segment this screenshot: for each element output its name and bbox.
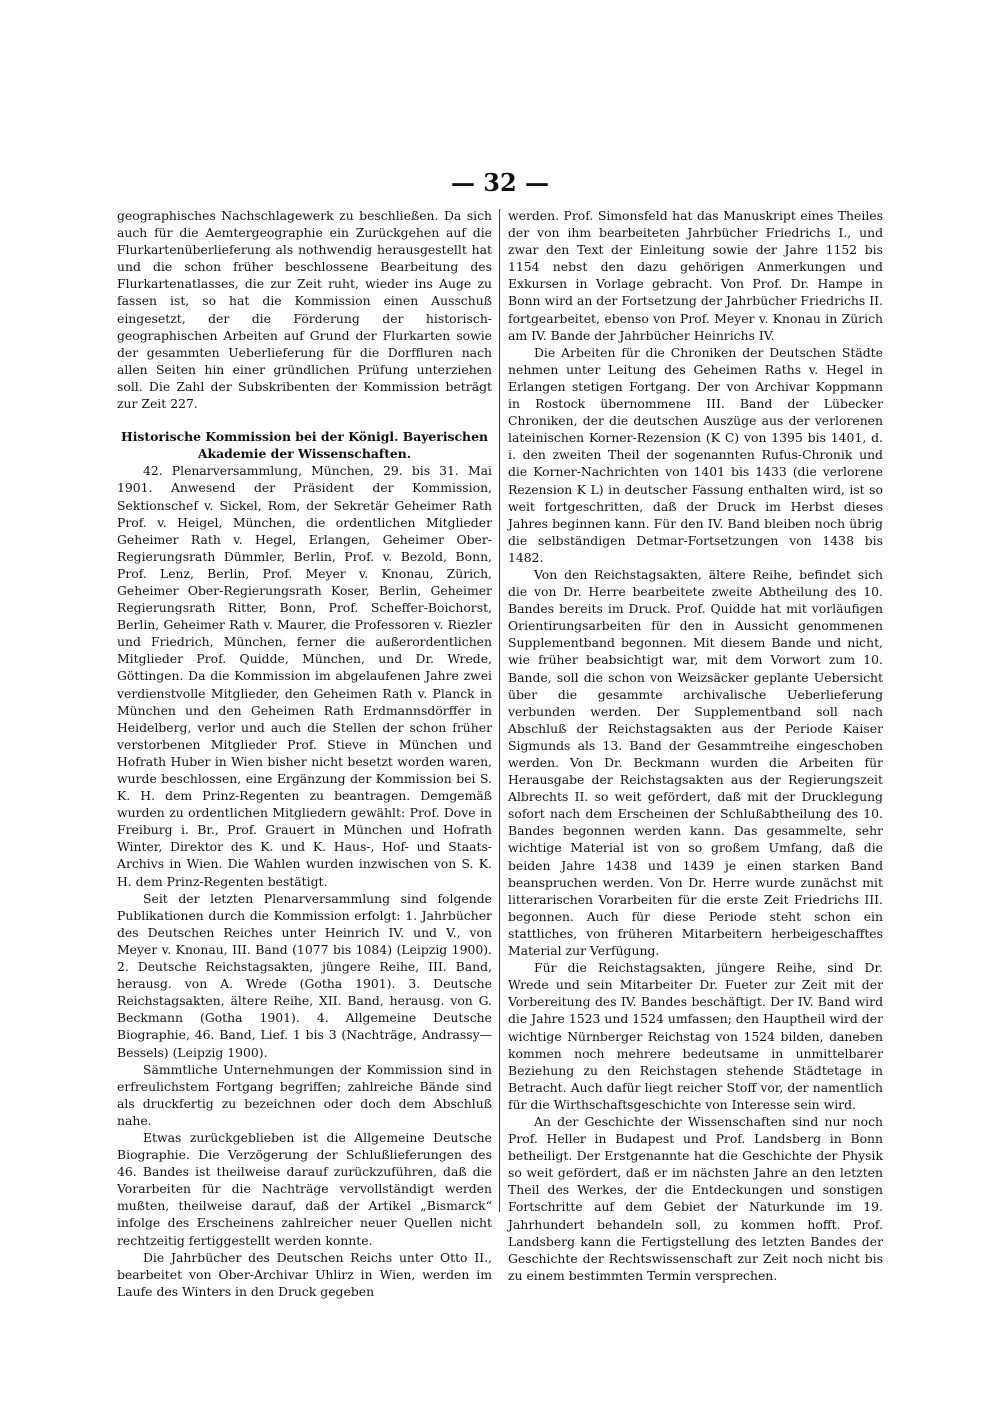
paragraph-reichstagsakten-aeltere: Von den Reichstagsakten, ältere Reihe, befindet sich die von Dr. Herre bearbeitete zweite Abtheilung des 10. Bandes bereits im Druck. Prof. Quidde hat mit vorläufigen Orientirungsarbeiten für den in Aussicht genommenen Supplementband begonnen. Mit diesem Bande und nicht, wie früher beabsichtigt war, mit dem Vorwort zum 10. Bande, soll die schon von Weizsäcker geplante Uebersicht über die gesammte archivalische Ueberlieferung verbunden werden. Der Supplementband soll nach Abschluß der Reichstagsakten aus der Periode Kaiser Sigmunds als 13. Band der Gesammtreihe eingeschoben werden. Von Dr. Beckmann wurden die Arbeiten für Herausgabe der Reichstagsakten aus der Regierungszeit Albrechts II. so weit gefördert, daß mit der Drucklegung sofort nach dem Erscheinen der Schlußabtheilung des 10. Bandes begonnen werden kann. Das gesammelte, sehr wichtige Material ist von so großem Umfang, daß die beiden Jahre 1438 und 1439 je einen starken Band beanspruchen werden. Von Dr. Herre wurde zunächst mit litterarischen Vorarbeiten für die erste Zeit Friedrichs III. begonnen. Auch für diese Periode steht schon ein stattliches, von früheren Mitarbeitern herbeigeschafftes Material zur Verfügung. xyxy=(508,566,883,959)
column-divider xyxy=(499,209,500,1212)
paragraph-wissenschaften: An der Geschichte der Wissenschaften sind nur noch Prof. Heller in Budapest und Prof. Landsberg in Bonn betheiligt. Der Erstgenannte hat die Geschichte der Physik so weit gefördert, daß er im nächsten Jahre an den letzten Theil des Werkes, der die Entdeckungen und sonstigen Fortschritte auf dem Gebiet der Naturkunde im 19. Jahrhundert behandeln soll, zu kommen hofft. Prof. Landsberg kann die Fertigstellung des letzten Bandes der Geschichte der Rechtswissenschaft zur Zeit noch nicht bis zu einem bestimmten Termin versprechen. xyxy=(508,1113,883,1283)
right-column xyxy=(508,207,883,1283)
paragraph-jahrbuecher: Die Jahrbücher des Deutschen Reichs unter Otto II., bearbeitet von Ober-Archivar Uhlirz in Wien, werden im Laufe des Winters in den Druck gegeben xyxy=(117,1249,492,1299)
paragraph-reichstagsakten-juengere: Für die Reichstagsakten, jüngere Reihe, sind Dr. Wrede und sein Mitarbeiter Dr. Fueter zur Zeit mit der Vorbereitung des IV. Bandes beschäftigt. Der IV. Band wird die Jahre 1523 und 1524 umfassen; den Hauptheil wird der wichtige Nürnberger Reichstag von 1524 bilden, daneben kommen noch mehrere bedeutsame in unmittelbarer Beziehung zu den Reichstagen stehende Städtetage in Betracht. Auch dafür liegt reicher Stoff vor, der namentlich für die Wirthschaftsgeschichte von Interesse sein wird. xyxy=(508,960,883,1112)
continued-paragraph: werden. Prof. Simonsfeld hat das Manuskript eines Theiles der von ihm bearbeiteten Jahrbücher Friedrichs I., und zwar den Text der Einleitung sowie der Jahre 1152 bis 1154 nebst den dazu gehörigen Anmerkungen und Exkursen in Vorlage gebracht. Von Prof. Dr. Hampe in Bonn wird an der Fortsetzung der Jahrbücher Friedrichs II. fortgearbeitet, ebenso von Prof. Meyer v. Knonau in Zürich am IV. Bande der Jahrbücher Heinrichs IV. xyxy=(508,208,883,343)
paragraph-publications: Seit der letzten Plenarversammlung sind folgende Publikationen durch die Kommission erfolgt: 1. Jahrbücher des Deutschen Reiches unter Heinrich IV. und V., von Meyer v. Knonau, III. Band (1077 bis 1084) (Leipzig 1900). 2. Deutsche Reichstagsakten, jüngere Reihe, III. Band, herausg. von A. Wrede (Gotha 1901). 3. Deutsche Reichstagsakten, ältere Reihe, XII. Band, herausg. von G. Beckmann (Gotha 1901). 4. Allgemeine Deutsche Biographie, 46. Band, Lief. 1 bis 3 (Nachträge, Andrassy—Bessels) (Leipzig 1900). xyxy=(117,890,492,1060)
paragraph-plenary-meeting: 42. Plenarversammlung, München, 29. bis 31. Mai 1901. Anwesend der Präsident der Kommission, Sektionschef v. Sickel, Rom, der Sekretär Geheimer Rath Prof. v. Heigel, München, die ordentlichen Mitglieder Geheimer Rath v. Hegel, Erlangen, Geheimer Ober-Regierungsrath Dümmler, Berlin, Prof. v. Bezold, Bonn, Prof. Lenz, Berlin, Prof. Meyer v. Knonau, Zürich, Geheimer Ober-Regierungsrath Koser, Berlin, Geheimer Regierungsrath Ritter, Bonn, Prof. Scheffer-Boichorst, Berlin, Geheimer Rath v. Maurer, die Professoren v. Riezler und Friedrich, München, ferner die außerordentlichen Mitglieder Prof. Quidde, München, und Dr. Wrede, Göttingen. Da die Kommission im abgelaufenen Jahre zwei verdienstvolle Mitglieder, den Geheimen Rath v. Planck in München und den Geheimen Rath Erdmannsdörffer in Heidelberg, verlor und auch die Stellen der schon früher verstorbenen Mitglieder Prof. Stieve in München und Hofrath Huber in Wien bisher nicht besetzt worden waren, wurde beschlossen, eine Ergänzung der Kommission bei S. K. H. dem Prinz-Regenten zu beantragen. Demgemäß wurden zu ordentlichen Mitgliedern gewählt: Prof. Dove in Freiburg i. Br., Prof. Grauert in München und Hofrath Winter, Direktor des K. und K. Haus-, Hof- und Staats-Archivs in Wien. Die Wahlen wurden inzwischen von S. K. H. dem Prinz-Regenten bestätigt. xyxy=(117,463,492,889)
paragraph-biography: Etwas zurückgeblieben ist die Allgemeine Deutsche Biographie. Die Verzögerung der Schlußlieferungen des 46. Bandes ist theilweise darauf zurückzuführen, daß die Vorarbeiten für die Nachträge vervollständigt werden mußten, theilweise darauf, daß der Artikel „Bismarck“ infolge des Erscheinens zahlreicher neuer Quellen nicht rechtzeitig fertiggestellt werden konnte. xyxy=(117,1129,492,1248)
page-number: — 32 — xyxy=(450,168,550,197)
paragraph-chroniken: Die Arbeiten für die Chroniken der Deutschen Städte nehmen unter Leitung des Geheimen Raths v. Hegel in Erlangen stetigen Fortgang. Der von Archivar Koppmann in Rostock übernommene III. Band der Lübecker Chroniken, der die deutschen Auszüge aus der verlorenen lateinischen Korner-Rezension (K C) von 1395 bis 1401, d. i. den zweiten Theil der sogenannten Rufus-Chronik und die Korner-Nachrichten von 1401 bis 1433 (die verlorene Rezension K L) in deutscher Fassung enthalten wird, ist so weit fortgeschritten, daß der Druck im Herbst dieses Jahres beginnen kann. Für den IV. Band bleiben noch übrig die selbständigen Detmar-Fortsetzungen von 1438 bis 1482. xyxy=(508,344,883,565)
section-heading-line-2: Akademie der Wissenschaften. xyxy=(197,446,412,462)
section-heading-line-1: Historische Kommission bei der Königl. Bayerischen xyxy=(121,429,488,445)
left-column xyxy=(117,207,492,1299)
paragraph-progress: Sämmtliche Unternehmungen der Kommission sind in erfreulichstem Fortgang begriffen; zahlreiche Bände sind als druckfertig zu bezeichnen oder doch dem Abschluß nahe. xyxy=(117,1061,492,1128)
section-heading xyxy=(117,428,492,462)
intro-paragraph: geographisches Nachschlagewerk zu beschließen. Da sich auch für die Aemtergeographie ein Zurückgehen auf die Flurkartenüberlieferung als nothwendig herausgestellt hat und die schon früher beschlossene Bearbeitung des Flurkartenatlasses, die zur Zeit ruht, wieder ins Auge zu fassen ist, so hat die Kommission einen Ausschuß eingesetzt, der die Förderung der historisch-geographischen Arbeiten auf Grund der Flurkarten sowie der gesammten Ueberlieferung für die Dorffluren nach allen Seiten hin einer gründlichen Prüfung unterziehen soll. Die Zahl der Subskribenten der Kommission beträgt zur Zeit 227. xyxy=(117,208,492,412)
